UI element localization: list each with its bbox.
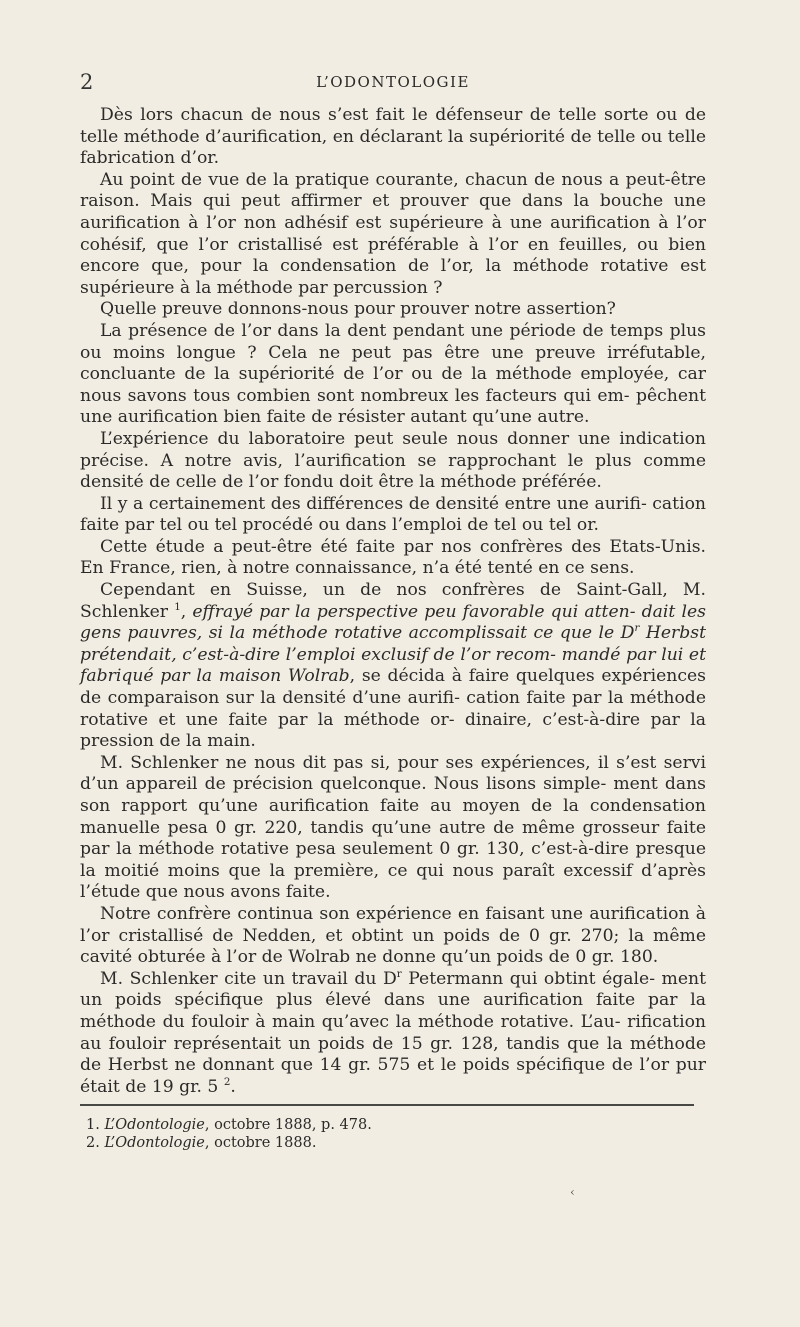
- text-run: , octobre 1888.: [204, 1135, 317, 1151]
- text-run: , octobre 1888, p. 478.: [204, 1117, 372, 1133]
- paragraph: [80, 753, 706, 904]
- text-run: Cependant en Suisse, un de nos confrères de Saint-Gall, M. Schlenker: [80, 580, 706, 622]
- paragraph: [80, 170, 706, 300]
- italic-text: L’Odontologie: [104, 1117, 205, 1133]
- italic-text: L’Odontologie: [104, 1135, 205, 1151]
- page-number: 2: [80, 70, 94, 94]
- paragraph: [80, 969, 706, 1099]
- text-run: Au point de vue de la pratique courante, chacun de nous a peut-être raison. Mais qui peut affirmer et prouver que dans la bouche une aurification à l’or non adhésif est supérieure à une aurification à l’or cohésif, que l’or cristallisé est préférable à l’or en feuilles, ou bien encore que, pour la condensation de l’or, la méthode rotative est supérieure à la méthode par percussion ?: [80, 169, 706, 298]
- paragraph: [80, 580, 706, 753]
- text-run: Quelle preuve donnons-nous pour prouver notre assertion?: [100, 299, 616, 320]
- text-run: La présence de l’or dans la dent pendant une période de temps plus ou moins longue ? Cela ne peut pas être une preuve irréfutable, concluante de la supériorité de l’or ou de la méthode employée, car nous savons tous combien sont nombreux les facteurs qui em- pêchent une aurification bien faite de résister autant qu’une autre.: [80, 320, 706, 428]
- superscript: r: [396, 967, 402, 980]
- paragraph: [80, 494, 706, 537]
- body-text: [80, 105, 706, 1098]
- text-run: Petermann qui obtint égale- ment un poids spécifique plus élevé dans une aurification faite par la méthode du fouloir à main qu’avec la méthode rotative. L’au- rification au fouloir représentait un poids de 15 gr. 128, tandis que la méthode de Herbst ne donnant que 14 gr. 575 et le poids spécifique de l’or pur était de 19 gr. 5: [80, 968, 706, 1097]
- superscript: 2: [223, 1075, 231, 1088]
- text-run: 2.: [86, 1135, 105, 1151]
- paragraph: [80, 537, 706, 580]
- text-run: L’expérience du laboratoire peut seule nous donner une indication précise. A notre avis, l’aurification se rapprochant le plus comme densité de celle de l’or fondu doit être la méthode préférée.: [80, 428, 706, 493]
- italic-text: Herbst prétendait, c’est-à-dire l’emploi exclusif de l’or recom- mandé par lui et fabriqué par la maison Wolrab: [80, 623, 706, 687]
- text-run: Il y a certainement des différences de densité entre une aurifi- cation faite par tel ou tel procédé ou dans l’emploi de tel ou tel or.: [80, 493, 706, 536]
- paragraph: [80, 904, 706, 969]
- text-run: Dès lors chacun de nous s’est fait le défenseur de telle sorte ou de telle méthode d’aurification, en déclarant la supériorité de telle ou telle fabrication d’or.: [80, 105, 706, 169]
- paragraph: [80, 299, 706, 321]
- text-run: Cette étude a peut-être été faite par nos confrères des Etats-Unis. En France, rien, à notre connaissance, n’a été tenté en ce sens.: [80, 536, 706, 579]
- superscript: r: [634, 622, 640, 635]
- footnote: [86, 1116, 686, 1134]
- paper-speck: ‹: [570, 1185, 575, 1199]
- text-run: , se décida à faire quelques expériences de comparaison sur la densité d’une aurifi- cation faite par la méthode rotative et une faite par la méthode or- dinaire, c’est-à-dire par la pression de la main.: [80, 666, 706, 752]
- italic-text: effrayé par la perspective peu favorable qui atten- dait les gens pauvres, si la méthode rotative accomplissait ce que le D: [80, 601, 706, 644]
- footnote: [86, 1134, 686, 1152]
- footnote-rule: [80, 1104, 694, 1106]
- text-run: ,: [180, 601, 193, 622]
- paragraph: [80, 105, 706, 170]
- running-title: L’ODONTOLOGIE: [316, 73, 470, 91]
- text-run: .: [230, 1076, 236, 1097]
- superscript: 1: [174, 600, 181, 613]
- page-header: [80, 70, 706, 100]
- paragraph: [80, 429, 706, 494]
- text-run: M. Schlenker cite un travail du D: [100, 968, 397, 989]
- text-run: Notre confrère continua son expérience en faisant une aurification à l’or cristallisé de Nedden, et obtint un poids de 0 gr. 270; la même cavité obturée à l’or de Wolrab ne donne qu’un poids de 0 gr. 180.: [80, 903, 706, 968]
- text-run: 1.: [86, 1117, 105, 1133]
- text-run: M. Schlenker ne nous dit pas si, pour ses expériences, il s’est servi d’un appareil de précision quelconque. Nous lisons simple- ment dans son rapport qu’une aurification faite au moyen de la condensation manuelle pesa 0 gr. 220, tandis qu’une autre de même grosseur faite par la méthode rotative pesa seulement 0 gr. 130, c’est-à-dire presque la moitié moins que la première, ce qui nous paraît excessif d’après l’étude que nous avons faite.: [80, 752, 706, 903]
- paragraph: [80, 321, 706, 429]
- footnotes: [86, 1116, 686, 1152]
